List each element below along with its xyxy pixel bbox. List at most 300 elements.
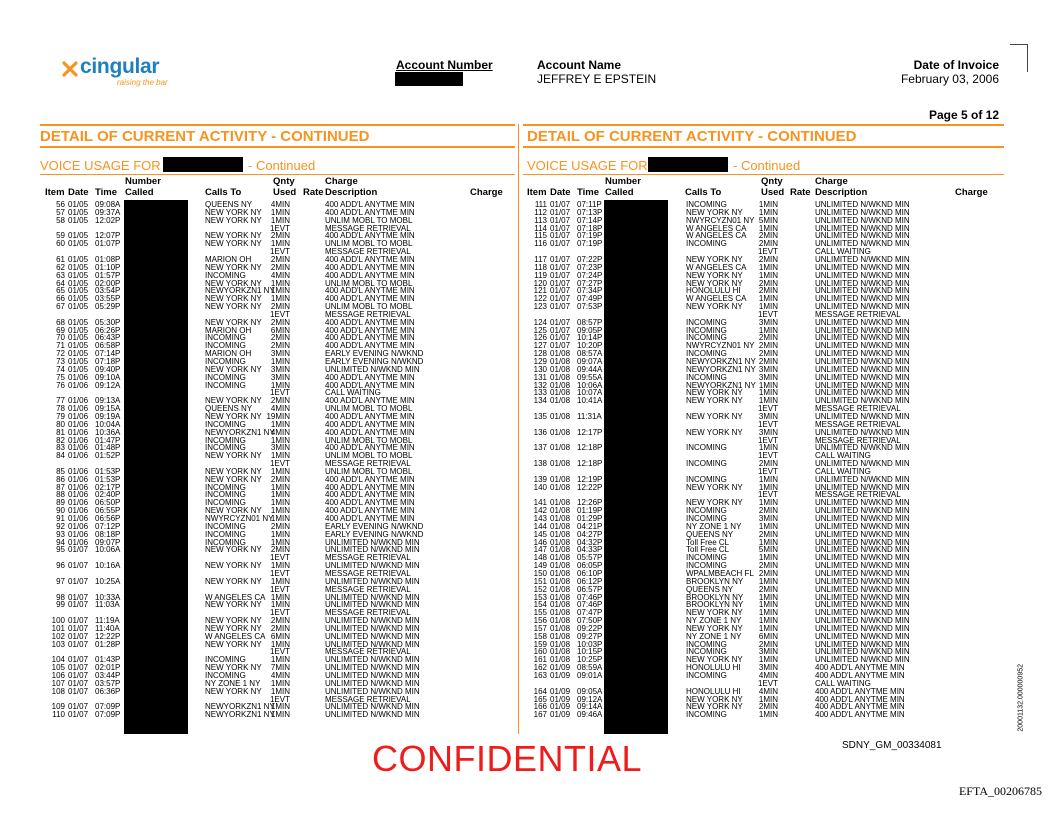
qnty-cell: 1MIN	[758, 537, 778, 547]
calls-to-cell: INCOMING	[205, 357, 246, 366]
calls-to-cell: INCOMING	[686, 200, 727, 209]
description-cell: UNLIMITED N/WKND MIN	[815, 302, 910, 312]
time-cell: 10:20P	[577, 341, 603, 351]
time-cell: 06:12P	[577, 576, 603, 586]
qnty-cell: 1MIN	[758, 553, 778, 563]
description-cell: 400 ADD'L ANYTME MIN	[325, 231, 415, 241]
date-cell: 01/07	[550, 215, 571, 225]
time-cell: 12:22P	[577, 482, 603, 492]
item-cell: 140	[533, 482, 547, 492]
qnty-cell: 1MIN	[758, 498, 778, 508]
description-cell: UNLIMITED N/WKND MIN	[815, 380, 910, 390]
qnty-cell: 1EVT	[757, 435, 778, 445]
calls-to-cell: INCOMING	[205, 435, 246, 445]
left-colhead-date: Date	[68, 187, 89, 198]
logo-tagline: raising the bar	[117, 78, 168, 87]
qnty-cell: 3MIN	[758, 317, 778, 327]
right-colhead-date: Date	[550, 187, 571, 198]
calls-to-cell: INCOMING	[686, 647, 727, 657]
description-cell: UNLIMITED N/WKND MIN	[325, 623, 420, 633]
redacted-phone-left	[163, 157, 243, 172]
item-cell: 99	[56, 600, 65, 610]
calls-to-cell: INCOMING	[205, 443, 246, 453]
calls-to-cell: NEW YORK NY	[205, 207, 262, 217]
date-cell: 01/06	[68, 419, 89, 429]
calls-to-cell: NEW YORK NY	[686, 411, 743, 421]
item-cell: 165	[533, 694, 547, 704]
item-cell: 81	[56, 427, 65, 437]
description-cell: UNLIMITED N/WKND MIN	[815, 278, 910, 288]
qnty-cell: 1MIN	[758, 207, 778, 217]
item-cell: 102	[51, 631, 65, 641]
item-cell: 86	[56, 474, 65, 484]
date-cell: 01/07	[550, 302, 571, 312]
qnty-cell: 2MIN	[758, 349, 778, 359]
right-colhead-number: Number	[605, 176, 641, 187]
calls-to-cell: Toll Free CL	[686, 537, 730, 547]
description-cell: UNLIM MOBL TO MOBL	[325, 466, 413, 476]
qnty-cell: 1MIN	[270, 655, 290, 665]
item-cell: 130	[533, 364, 547, 374]
date-cell: 01/07	[68, 623, 89, 633]
date-cell: 01/09	[550, 702, 571, 712]
calls-to-cell: NEWYORKZN1 NY	[205, 710, 275, 720]
calls-to-cell: NEW YORK NY	[205, 364, 262, 374]
description-cell: 400 ADD'L ANYTME MIN	[325, 294, 415, 304]
time-cell: 09:15A	[95, 404, 121, 414]
description-cell: 400 ADD'L ANYTME MIN	[325, 333, 415, 343]
time-cell: 07:46P	[577, 600, 603, 610]
time-cell: 08:57P	[577, 317, 603, 327]
description-cell: MESSAGE RETRIEVAL	[815, 419, 901, 429]
item-cell: 151	[533, 576, 547, 586]
time-cell: 01:19P	[577, 506, 603, 516]
calls-to-cell: INCOMING	[686, 459, 727, 469]
date-cell: 01/06	[68, 506, 89, 516]
date-cell: 01/07	[68, 710, 89, 720]
calls-to-cell: INCOMING	[205, 537, 246, 547]
time-cell: 07:50P	[577, 616, 603, 626]
qnty-cell: 2MIN	[270, 317, 290, 327]
time-cell: 11:40A	[95, 623, 120, 633]
time-cell: 12:26P	[577, 498, 603, 508]
date-cell: 01/07	[550, 325, 571, 335]
description-cell: UNLIMITED N/WKND MIN	[815, 333, 910, 343]
description-cell: UNLIMITED N/WKND MIN	[815, 553, 910, 563]
calls-to-cell: NEW YORK NY	[205, 231, 262, 241]
qnty-cell: 4MIN	[758, 671, 778, 680]
calls-to-cell: NEW YORK NY	[205, 215, 262, 225]
item-cell: 70	[56, 333, 65, 343]
date-cell: 01/05	[68, 294, 89, 304]
time-cell: 07:09P	[95, 702, 121, 712]
time-cell: 11:03A	[95, 600, 120, 610]
description-cell: UNLIMITED N/WKND MIN	[815, 521, 910, 531]
right-colhead-used: Used	[761, 187, 785, 198]
date-cell: 01/08	[550, 514, 571, 523]
description-cell: CALL WAITING	[815, 678, 871, 688]
left-voice-usage-prefix: VOICE USAGE FOR	[40, 158, 161, 173]
description-cell: UNLIMITED N/WKND MIN	[815, 459, 910, 469]
description-cell: CALL WAITING	[815, 451, 871, 461]
description-cell: UNLIMITED N/WKND MIN	[815, 647, 910, 657]
time-cell: 01:53P	[95, 474, 121, 484]
item-cell: 147	[533, 545, 547, 555]
item-cell: 141	[533, 498, 547, 508]
item-cell: 80	[56, 419, 65, 429]
qnty-cell: 1MIN	[270, 506, 290, 516]
calls-to-cell: W ANGELES CA	[205, 631, 266, 641]
date-cell: 01/06	[68, 537, 89, 547]
description-cell: 400 ADD'L ANYTME MIN	[325, 254, 415, 264]
description-cell: UNLIMITED N/WKND MIN	[815, 482, 910, 492]
account-name: JEFFREY E EPSTEIN	[537, 72, 657, 86]
date-cell: 01/07	[550, 286, 571, 296]
time-cell: 12:18P	[577, 459, 603, 469]
right-colhead-charge-top: Charge	[815, 176, 848, 187]
date-cell: 01/05	[68, 262, 89, 272]
item-cell: 149	[533, 561, 547, 571]
date-cell: 01/07	[550, 200, 571, 209]
time-cell: 01:07P	[95, 239, 121, 249]
date-cell: 01/08	[550, 388, 571, 398]
date-cell: 01/08	[550, 427, 571, 437]
qnty-cell: 1MIN	[270, 278, 290, 288]
qnty-cell: 1MIN	[270, 286, 290, 296]
redacted-numbers-right	[604, 200, 668, 734]
item-cell: 136	[533, 427, 547, 437]
date-cell: 01/08	[550, 411, 571, 421]
description-cell: UNLIMITED N/WKND MIN	[325, 655, 420, 665]
time-cell: 07:18P	[95, 357, 121, 366]
qnty-cell: 1MIN	[270, 294, 290, 304]
item-cell: 148	[533, 553, 547, 563]
description-cell: UNLIM MOBL TO MOBL	[325, 239, 413, 249]
calls-to-cell: MARION OH	[205, 349, 252, 359]
date-cell: 01/08	[550, 568, 571, 578]
item-cell: 56	[56, 200, 65, 209]
qnty-cell: 2MIN	[758, 239, 778, 249]
qnty-cell: 6MIN	[758, 631, 778, 641]
time-cell: 09:10A	[95, 372, 121, 382]
qnty-cell: 4MIN	[270, 427, 290, 437]
qnty-cell: 1EVT	[269, 388, 290, 398]
description-cell: MESSAGE RETRIEVAL	[325, 584, 411, 594]
qnty-cell: 1MIN	[758, 388, 778, 398]
time-cell: 01:10P	[95, 262, 121, 272]
time-cell: 06:43P	[95, 333, 121, 343]
item-cell: 59	[56, 231, 65, 241]
description-cell: UNLIMITED N/WKND MIN	[325, 561, 420, 571]
description-cell: CALL WAITING	[815, 247, 871, 257]
description-cell: UNLIM MOBL TO MOBL	[325, 215, 413, 225]
description-cell: EARLY EVENING N/WKND	[325, 529, 424, 539]
calls-to-cell: NEW YORK NY	[205, 411, 262, 421]
date-cell: 01/08	[550, 608, 571, 618]
calls-to-cell: NEW YORK NY	[205, 686, 262, 696]
item-cell: 144	[533, 521, 547, 531]
date-cell: 01/07	[68, 686, 89, 696]
calls-to-cell: NEW YORK NY	[205, 616, 262, 626]
item-cell: 124	[533, 317, 547, 327]
qnty-cell: 2MIN	[270, 333, 290, 343]
date-cell: 01/08	[550, 655, 571, 665]
date-cell: 01/08	[550, 545, 571, 555]
description-cell: MESSAGE RETRIEVAL	[325, 553, 411, 563]
item-cell: 133	[533, 388, 547, 398]
calls-to-cell: HONOLULU HI	[686, 286, 741, 296]
description-cell: MESSAGE RETRIEVAL	[325, 309, 411, 319]
qnty-cell: 1EVT	[757, 678, 778, 688]
calls-to-cell: MARION OH	[205, 254, 252, 264]
date-cell: 01/08	[550, 380, 571, 390]
date-cell: 01/05	[68, 270, 89, 280]
time-cell: 10:25A	[95, 576, 121, 586]
calls-to-cell: INCOMING	[205, 521, 246, 531]
qnty-cell: 2MIN	[758, 561, 778, 571]
description-cell: UNLIMITED N/WKND MIN	[815, 561, 910, 571]
description-cell: UNLIMITED N/WKND MIN	[815, 498, 910, 508]
date-cell: 01/08	[550, 600, 571, 610]
calls-to-cell: NEW YORK NY	[686, 427, 743, 437]
date-cell: 01/08	[550, 592, 571, 602]
description-cell: UNLIMITED N/WKND MIN	[815, 514, 910, 523]
qnty-cell: 1MIN	[758, 262, 778, 272]
date-cell: 01/07	[550, 270, 571, 280]
time-cell: 06:05P	[577, 561, 603, 571]
date-cell: 01/08	[550, 561, 571, 571]
description-cell: UNLIMITED N/WKND MIN	[815, 223, 910, 233]
calls-to-cell: NEW YORK NY	[686, 498, 743, 508]
calls-to-cell: INCOMING	[205, 372, 246, 382]
qnty-cell: 1MIN	[270, 498, 290, 508]
description-cell: UNLIMITED N/WKND MIN	[815, 631, 910, 641]
time-cell: 10:33A	[95, 592, 121, 602]
description-cell: UNLIMITED N/WKND MIN	[815, 537, 910, 547]
description-cell: UNLIMITED N/WKND MIN	[815, 411, 910, 421]
calls-to-cell: INCOMING	[205, 529, 246, 539]
item-cell: 68	[56, 317, 65, 327]
calls-to-cell: NEW YORK NY	[686, 302, 743, 312]
calls-to-cell: NEW YORK NY	[686, 207, 743, 217]
item-cell: 83	[56, 443, 65, 453]
calls-to-cell: INCOMING	[205, 419, 246, 429]
time-cell: 01:47P	[95, 435, 121, 445]
time-cell: 08:57A	[577, 349, 603, 359]
calls-to-cell: INCOMING	[205, 380, 246, 390]
item-cell: 128	[533, 349, 547, 359]
calls-to-cell: MARION OH	[205, 325, 252, 335]
date-cell: 01/08	[550, 623, 571, 633]
time-cell: 09:05P	[577, 325, 603, 335]
time-cell: 10:06A	[95, 545, 121, 555]
right-colhead-rate: Rate	[790, 187, 811, 198]
calls-to-cell: NY ZONE 1 NY	[686, 616, 742, 626]
time-cell: 09:37A	[95, 207, 121, 217]
date-cell: 01/08	[550, 537, 571, 547]
left-colhead-qnty: Qnty	[273, 176, 295, 187]
date-cell: 01/07	[68, 639, 89, 649]
qnty-cell: 2MIN	[758, 639, 778, 649]
time-cell: 10:36A	[95, 427, 121, 437]
item-cell: 97	[56, 576, 65, 586]
time-cell: 04:32P	[577, 537, 603, 547]
item-cell: 84	[56, 451, 65, 461]
item-cell: 107	[51, 678, 65, 688]
item-cell: 98	[56, 592, 65, 602]
left-title-rule	[40, 146, 515, 148]
time-cell: 02:40P	[95, 490, 121, 500]
time-cell: 07:53P	[577, 302, 603, 312]
time-cell: 10:06A	[577, 380, 603, 390]
calls-to-cell: W ANGELES CA	[686, 294, 747, 304]
date-cell: 01/07	[550, 254, 571, 264]
account-name-label: Account Name	[537, 58, 622, 72]
calls-to-cell: INCOMING	[686, 443, 727, 453]
item-cell: 167	[533, 710, 547, 720]
item-cell: 62	[56, 262, 65, 272]
time-cell: 09:07P	[95, 537, 121, 547]
date-cell: 01/07	[68, 631, 89, 641]
qnty-cell: 1MIN	[270, 482, 290, 492]
item-cell: 64	[56, 278, 65, 288]
date-cell: 01/06	[68, 396, 89, 406]
date-cell: 01/05	[68, 207, 89, 217]
item-cell: 129	[533, 357, 547, 366]
qnty-cell: 4MIN	[270, 671, 290, 680]
date-cell: 01/07	[68, 592, 89, 602]
qnty-cell: 1MIN	[270, 710, 290, 720]
date-cell: 01/08	[550, 443, 571, 453]
calls-to-cell: BROOKLYN NY	[686, 576, 744, 586]
qnty-cell: 1MIN	[270, 514, 290, 523]
qnty-cell: 1MIN	[758, 270, 778, 280]
date-cell: 01/07	[550, 262, 571, 272]
date-cell: 01/08	[550, 521, 571, 531]
description-cell: MESSAGE RETRIEVAL	[325, 459, 411, 469]
qnty-cell: 5MIN	[758, 545, 778, 555]
description-cell: UNLIMITED N/WKND MIN	[325, 600, 420, 610]
description-cell: UNLIMITED N/WKND MIN	[815, 231, 910, 241]
calls-to-cell: INCOMING	[686, 553, 727, 563]
right-colhead-item: Item	[527, 187, 547, 198]
item-cell: 162	[533, 663, 547, 673]
item-cell: 65	[56, 286, 65, 296]
item-cell: 95	[56, 545, 65, 555]
description-cell: UNLIMITED N/WKND MIN	[815, 443, 910, 453]
item-cell: 121	[533, 286, 547, 296]
redacted-numbers-left	[124, 200, 188, 734]
calls-to-cell: W ANGELES CA	[205, 592, 266, 602]
right-colhead-qnty: Qnty	[761, 176, 783, 187]
time-cell: 05:57P	[577, 553, 603, 563]
description-cell: UNLIM MOBL TO MOBL	[325, 278, 413, 288]
description-cell: MESSAGE RETRIEVAL	[325, 608, 411, 618]
description-cell: 400 ADD'L ANYTME MIN	[325, 474, 415, 484]
time-cell: 09:19A	[95, 411, 121, 421]
item-cell: 110	[52, 710, 65, 720]
time-cell: 02:01P	[95, 663, 121, 673]
calls-to-cell: INCOMING	[686, 506, 727, 516]
description-cell: MESSAGE RETRIEVAL	[325, 223, 411, 233]
qnty-cell: 3MIN	[270, 364, 290, 374]
calls-to-cell: Toll Free CL	[686, 545, 730, 555]
time-cell: 09:01A	[577, 671, 603, 680]
description-cell: MESSAGE RETRIEVAL	[815, 490, 901, 500]
description-cell: 400 ADD'L ANYTME MIN	[325, 482, 415, 492]
time-cell: 11:31A	[577, 411, 602, 421]
qnty-cell: 3MIN	[758, 663, 778, 673]
item-cell: 125	[533, 325, 547, 335]
description-cell: 400 ADD'L ANYTME MIN	[325, 498, 415, 508]
qnty-cell: 3MIN	[758, 647, 778, 657]
time-cell: 07:14P	[95, 349, 121, 359]
description-cell: 400 ADD'L ANYTME MIN	[325, 396, 415, 406]
date-cell: 01/08	[550, 349, 571, 359]
description-cell: UNLIMITED N/WKND MIN	[815, 545, 910, 555]
qnty-cell: 1MIN	[758, 592, 778, 602]
item-cell: 101	[51, 623, 65, 633]
time-cell: 11:19A	[95, 616, 120, 626]
description-cell: UNLIMITED N/WKND MIN	[815, 254, 910, 264]
left-colhead-charge-top: Charge	[325, 176, 358, 187]
calls-to-cell: HONOLULU HI	[686, 663, 741, 673]
qnty-cell: 3MIN	[758, 514, 778, 523]
time-cell: 03:55P	[95, 294, 121, 304]
right-colhead-time: Time	[577, 187, 600, 198]
qnty-cell: 1MIN	[758, 694, 778, 704]
calls-to-cell: NEW YORK NY	[205, 396, 262, 406]
calls-to-cell: W ANGELES CA	[686, 231, 747, 241]
right-section-title: DETAIL OF CURRENT ACTIVITY - CONTINUED	[527, 128, 857, 145]
item-cell: 117	[534, 254, 547, 264]
description-cell: 400 ADD'L ANYTME MIN	[325, 411, 415, 421]
qnty-cell: 1MIN	[270, 592, 290, 602]
calls-to-cell: W ANGELES CA	[686, 223, 747, 233]
date-cell: 01/07	[550, 223, 571, 233]
calls-to-cell: QUEENS NY	[205, 200, 253, 209]
time-cell: 06:58P	[95, 341, 121, 351]
qnty-cell: 1EVT	[269, 553, 290, 563]
calls-to-cell: INCOMING	[686, 349, 727, 359]
description-cell: 400 ADD'L ANYTME MIN	[325, 270, 415, 280]
calls-to-cell: NEW YORK NY	[686, 694, 743, 704]
time-cell: 12:17P	[577, 427, 603, 437]
qnty-cell: 2MIN	[758, 254, 778, 264]
time-cell: 06:56P	[95, 514, 121, 523]
date-cell: 01/06	[68, 474, 89, 484]
item-cell: 58	[56, 215, 65, 225]
calls-to-cell: WPALMBEACH FL	[686, 568, 754, 578]
item-cell: 72	[56, 349, 65, 359]
item-cell: 93	[56, 529, 65, 539]
time-cell: 07:13P	[577, 207, 603, 217]
calls-to-cell: INCOMING	[686, 474, 727, 484]
time-cell: 06:10P	[577, 568, 603, 578]
date-cell: 01/08	[550, 364, 571, 374]
description-cell: UNLIMITED N/WKND MIN	[815, 584, 910, 594]
calls-to-cell: NEW YORK NY	[205, 294, 262, 304]
qnty-cell: 1MIN	[270, 678, 290, 688]
item-cell: 112	[534, 207, 547, 217]
right-colhead-calls-to: Calls To	[685, 187, 722, 198]
qnty-cell: 1MIN	[270, 435, 290, 445]
calls-to-cell: INCOMING	[686, 561, 727, 571]
calls-to-cell: INCOMING	[205, 333, 246, 343]
item-cell: 71	[56, 341, 65, 351]
time-cell: 07:18P	[577, 223, 603, 233]
qnty-cell: 1MIN	[270, 451, 290, 461]
